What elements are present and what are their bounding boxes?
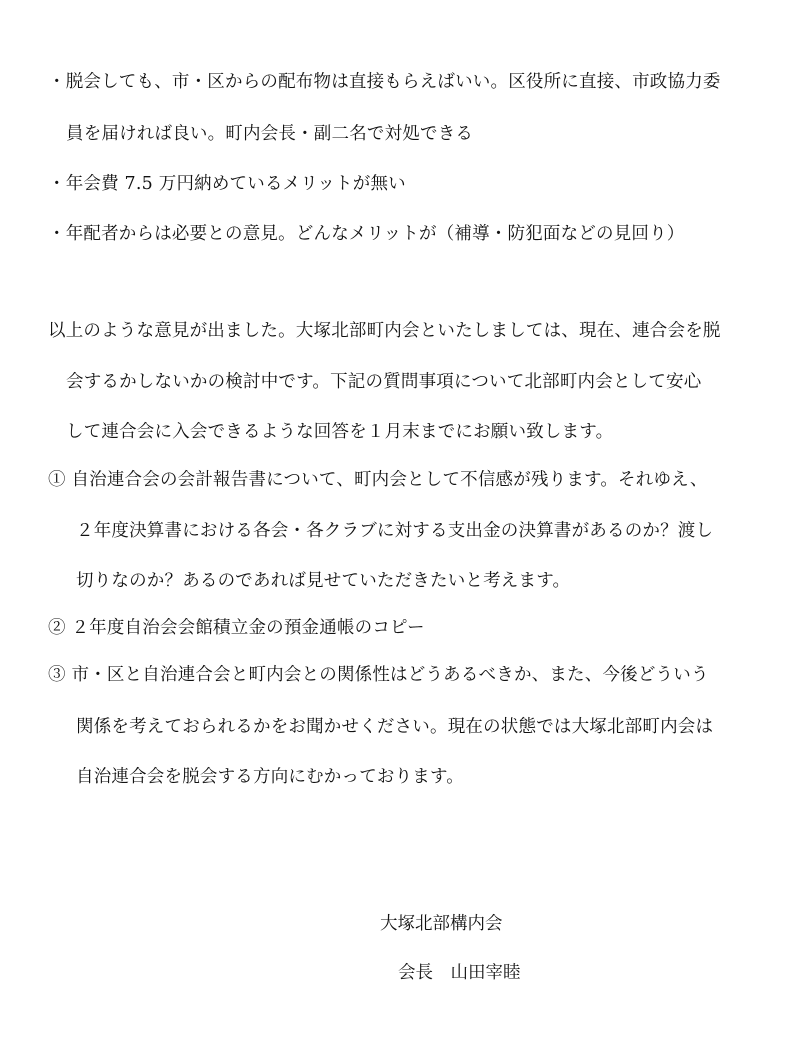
signature-organization: 大塚北部構内会 bbox=[380, 914, 503, 934]
summary-line-3: して連合会に入会できるような回答を１月末までにお願い致します。 bbox=[66, 422, 614, 442]
question-1-line-2: ２年度決算書における各会・各クラブに対する支出金の決算書があるのか？渡し bbox=[76, 521, 714, 541]
question-1-line-3: 切りなのか？あるのであれば見せていただきたいと考えます。 bbox=[76, 571, 571, 591]
opinion-item-3: ・年配者からは必要との意見。どんなメリットが（補導・防犯面などの見回り） bbox=[48, 224, 685, 244]
summary-line-2: 会するかしないかの検討中です。下記の質問事項について北部町内会として安心 bbox=[66, 372, 702, 392]
question-3-line-2: 関係を考えておられるかをお聞かせください。現在の状態では大塚北部町内会は bbox=[76, 717, 714, 737]
question-1-line-1: ① 自治連合会の会計報告書について、町内会として不信感が残ります。それゆえ、 bbox=[48, 470, 708, 490]
question-3-line-1: ③ 市・区と自治連合会と町内会との関係性はどうあるべきか、また、今後どういう bbox=[48, 665, 709, 685]
opinion-item-1-line-2: 員を届ければ良い。町内会長・副二名で対処できる bbox=[66, 124, 474, 144]
signature-president: 会長 山田宰睦 bbox=[398, 963, 521, 983]
question-3-line-3: 自治連合会を脱会する方向にむかっております。 bbox=[76, 767, 464, 787]
summary-line-1: 以上のような意見が出ました。大塚北部町内会といたしましては、現在、連合会を脱 bbox=[48, 321, 721, 341]
question-2: ② ２年度自治会会館積立金の預金通帳のコピー bbox=[48, 618, 425, 638]
opinion-item-2: ・年会費 7.5 万円納めているメリットが無い bbox=[48, 174, 406, 194]
opinion-item-1-line-1: ・脱会しても、市・区からの配布物は直接もらえばいい。区役所に直接、市政協力委 bbox=[48, 72, 721, 92]
